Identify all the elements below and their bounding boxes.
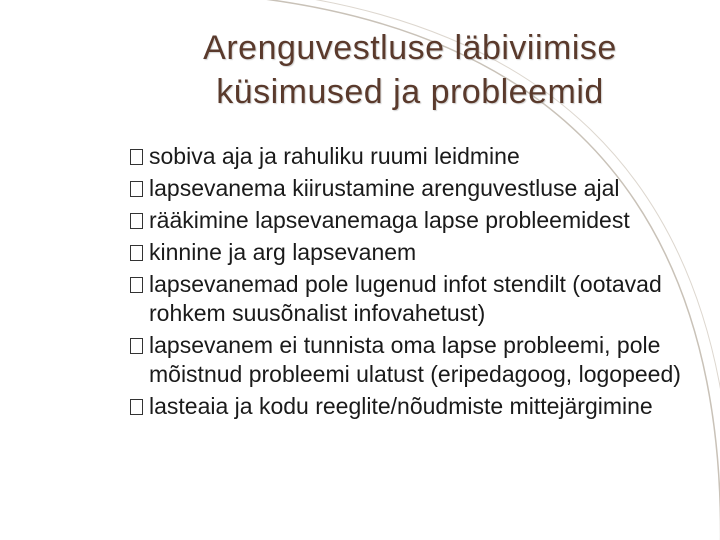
list-item xyxy=(130,331,700,389)
missing-glyph-box-icon xyxy=(130,149,143,165)
missing-glyph-box-icon xyxy=(130,338,143,354)
slide-title xyxy=(110,26,710,114)
list-item xyxy=(130,206,700,235)
missing-glyph-box-icon xyxy=(130,213,143,229)
bullet-text: kinnine ja arg lapsevanem xyxy=(149,239,417,265)
bullet-text: sobiva aja ja rahuliku ruumi leidmine xyxy=(149,143,520,169)
missing-glyph-box-icon xyxy=(130,277,143,293)
missing-glyph-box-icon xyxy=(130,181,143,197)
slide-title-line-2: küsimused ja probleemid xyxy=(216,73,604,111)
list-item xyxy=(130,142,700,171)
bullet-list xyxy=(130,142,700,424)
list-item xyxy=(130,238,700,267)
list-item xyxy=(130,392,700,421)
bullet-text: lapsevanema kiirustamine arenguvestluse ajal xyxy=(149,175,620,201)
list-item xyxy=(130,270,700,328)
bullet-text: lapsevanemad pole lugenud infot stendilt (ootavad rohkem suusõnalist infovahetust) xyxy=(149,271,662,326)
slide-title-line-1: Arenguvestluse läbiviimise xyxy=(203,29,617,67)
missing-glyph-box-icon xyxy=(130,245,143,261)
missing-glyph-box-icon xyxy=(130,399,143,415)
list-item xyxy=(130,174,700,203)
bullet-text: lapsevanem ei tunnista oma lapse probleemi, pole mõistnud probleemi ulatust (eripedagoog, logopeed) xyxy=(149,332,681,387)
bullet-text: rääkimine lapsevanemaga lapse probleemidest xyxy=(149,207,630,233)
bullet-text: lasteaia ja kodu reeglite/nõudmiste mittejärgimine xyxy=(149,393,653,419)
